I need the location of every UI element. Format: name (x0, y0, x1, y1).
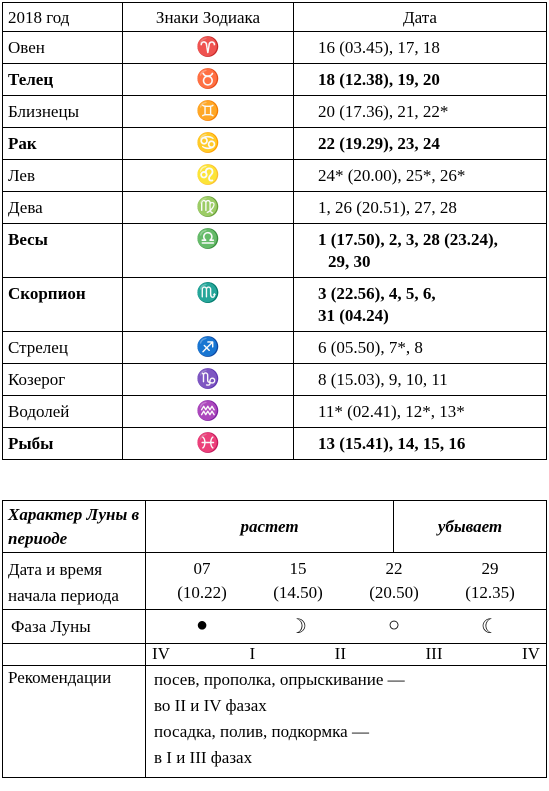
moon-recommendations-cell (146, 666, 547, 778)
moon-phase-label-text: Фаза Луны (11, 616, 91, 636)
zodiac-date-cell (294, 32, 547, 64)
moon-phase-label (3, 610, 146, 644)
moon-phase-icon: ● (195, 614, 209, 636)
zodiac-date: 1 (17.50), 2, 3, 28 (23.24), (318, 230, 498, 249)
zodiac-row (3, 428, 547, 460)
zodiac-date-cell (294, 332, 547, 364)
moon-roman-grid (152, 644, 540, 664)
zodiac-sign-name: Дева (3, 192, 123, 224)
zodiac-date-cell (294, 396, 547, 428)
zodiac-row (3, 224, 547, 278)
moon-phase-numeral: II (334, 644, 346, 663)
zodiac-symbol-icon: ♈ (123, 32, 294, 64)
recommendation-line: во II и IV фазах (154, 696, 267, 715)
zodiac-row (3, 192, 547, 224)
header-date: Дата (294, 3, 547, 32)
zodiac-symbol-icon: ♎ (123, 224, 294, 278)
moon-roman-cell (146, 644, 547, 666)
moon-period (346, 557, 442, 605)
moon-waning-cell (394, 501, 547, 553)
moon-phase-numeral: IV (152, 644, 170, 663)
zodiac-date: 13 (15.41), 14, 15, 16 (318, 434, 466, 453)
zodiac-sign-name: Телец (3, 64, 123, 96)
zodiac-symbol-icon: ♍ (123, 192, 294, 224)
zodiac-date-cell (294, 96, 547, 128)
moon-period-time: (14.50) (273, 583, 323, 602)
zodiac-row (3, 32, 547, 64)
zodiac-symbol-icon: ♑ (123, 364, 294, 396)
zodiac-row (3, 160, 547, 192)
moon-waning-label: убывает (437, 516, 503, 536)
zodiac-symbol-icon: ♓ (123, 428, 294, 460)
zodiac-row (3, 64, 547, 96)
header-signs: Знаки Зодиака (123, 3, 294, 32)
zodiac-sign-name: Рак (3, 128, 123, 160)
moon-date-label-text: Дата и время начала периода (8, 560, 119, 605)
zodiac-symbol-icon: ♉ (123, 64, 294, 96)
moon-period (154, 557, 250, 605)
zodiac-header-row (3, 3, 547, 32)
moon-growing-cell (146, 501, 394, 553)
zodiac-row (3, 96, 547, 128)
moon-recommendations-label (3, 666, 146, 778)
moon-character-label-text: Характер Луны в периоде (8, 505, 140, 548)
zodiac-sign-name: Скорпион (3, 278, 123, 332)
moon-roman-empty-cell (3, 644, 146, 666)
zodiac-symbol-icon: ♋ (123, 128, 294, 160)
recommendation-line: посев, прополка, опрыскивание — (154, 670, 405, 689)
moon-period-day: 15 (289, 559, 307, 578)
moon-table (2, 500, 547, 778)
zodiac-symbol-icon: ♒ (123, 396, 294, 428)
zodiac-sign-name: Весы (3, 224, 123, 278)
recommendation-line: посадка, полив, подкормка — (154, 722, 369, 741)
moon-phase-numeral: III (425, 644, 443, 663)
recommendation-line: в I и III фазах (154, 748, 253, 767)
zodiac-date-cell (294, 224, 547, 278)
zodiac-sign-name: Близнецы (3, 96, 123, 128)
moon-phase-numeral: I (249, 644, 256, 663)
zodiac-row (3, 332, 547, 364)
zodiac-symbol-icon: ♐ (123, 332, 294, 364)
moon-phases-cell (146, 610, 547, 644)
zodiac-sign-name: Стрелец (3, 332, 123, 364)
moon-period (442, 557, 538, 605)
moon-period-day: 29 (481, 559, 499, 578)
zodiac-sign-name: Лев (3, 160, 123, 192)
zodiac-sign-name: Козерог (3, 364, 123, 396)
moon-period-time: (20.50) (369, 583, 419, 602)
zodiac-table (2, 2, 547, 460)
zodiac-symbol-icon: ♊ (123, 96, 294, 128)
moon-period-day: 07 (193, 559, 211, 578)
zodiac-date: 8 (15.03), 9, 10, 11 (318, 370, 448, 389)
moon-character-label (3, 501, 146, 553)
moon-recommendations-list (154, 667, 538, 771)
zodiac-date: 16 (03.45), 17, 18 (318, 38, 440, 57)
zodiac-sign-name: Овен (3, 32, 123, 64)
moon-period (250, 557, 346, 605)
zodiac-sign-name: Водолей (3, 396, 123, 428)
moon-phase-icon: ☽ (289, 616, 307, 638)
zodiac-date: 24* (20.00), 25*, 26* (318, 166, 466, 185)
zodiac-sign-name: Рыбы (3, 428, 123, 460)
moon-period-time: (10.22) (177, 583, 227, 602)
zodiac-row (3, 364, 547, 396)
zodiac-row (3, 278, 547, 332)
zodiac-row (3, 128, 547, 160)
moon-date-label (3, 553, 146, 610)
moon-period-time: (12.35) (465, 583, 515, 602)
moon-phase-icon: ☾ (481, 616, 499, 638)
zodiac-symbol-icon: ♌ (123, 160, 294, 192)
zodiac-row (3, 396, 547, 428)
zodiac-date-cell (294, 64, 547, 96)
moon-phase-numeral: IV (522, 644, 540, 663)
zodiac-date: 20 (17.36), 21, 22* (318, 102, 449, 121)
moon-dates-cell (146, 553, 547, 610)
header-year: 2018 год (3, 3, 123, 32)
moon-growing-label: растет (240, 516, 299, 536)
zodiac-date-cell (294, 128, 547, 160)
zodiac-date-cell (294, 428, 547, 460)
moon-dates-grid (154, 557, 538, 605)
zodiac-symbol-icon: ♏ (123, 278, 294, 332)
zodiac-date-continued: 29, 30 (328, 252, 371, 271)
zodiac-date: 3 (22.56), 4, 5, 6, (318, 284, 436, 303)
zodiac-date: 11* (02.41), 12*, 13* (318, 402, 465, 421)
moon-phases-grid (154, 614, 538, 639)
zodiac-date-cell (294, 160, 547, 192)
moon-phase-icon: ○ (387, 614, 401, 636)
zodiac-date: 18 (12.38), 19, 20 (318, 70, 440, 89)
zodiac-date-continued: 31 (04.24) (318, 306, 389, 325)
zodiac-date-cell (294, 278, 547, 332)
zodiac-date-cell (294, 192, 547, 224)
zodiac-date: 1, 26 (20.51), 27, 28 (318, 198, 457, 217)
zodiac-date: 22 (19.29), 23, 24 (318, 134, 440, 153)
zodiac-date-cell (294, 364, 547, 396)
moon-recommendations-label-text: Рекомендации (8, 668, 112, 687)
zodiac-date: 6 (05.50), 7*, 8 (318, 338, 423, 357)
moon-period-day: 22 (385, 559, 403, 578)
